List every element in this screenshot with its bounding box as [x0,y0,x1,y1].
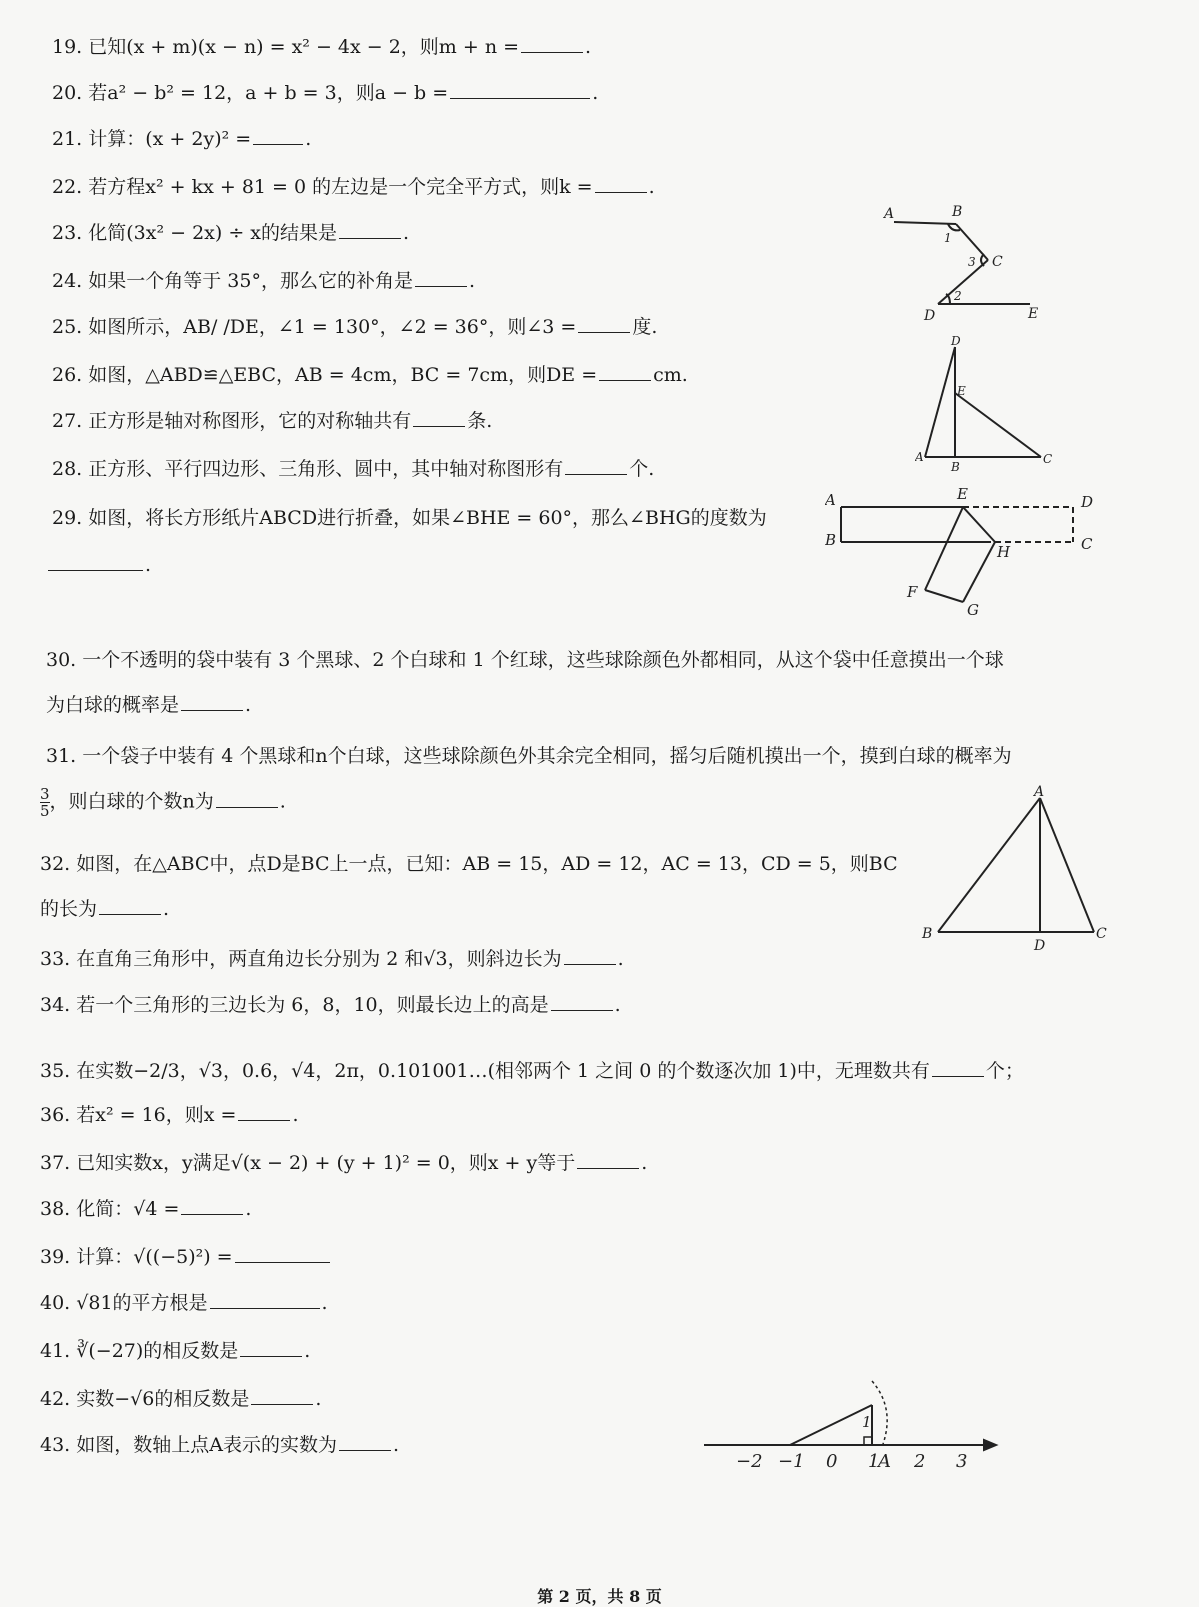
question-37 [40,1150,647,1175]
question-40-end: . [321,1292,328,1314]
label-e: E [957,384,966,398]
question-34 [40,992,621,1017]
tick-3: 3 [956,1451,968,1472]
answer-blank-38[interactable] [181,1196,243,1215]
page-footer: 第 2 页，共 8 页 [537,1587,662,1606]
label-a: A [884,206,895,222]
question-32-prefix: 的长为 [40,898,98,920]
question-33-text: 33. 在直角三角形中，两直角边长分别为 2 和√3，则斜边长为 [40,948,562,970]
answer-blank-21[interactable] [253,126,303,145]
answer-blank-30[interactable] [181,692,243,711]
question-39-text: 39. 计算：√((−5)²) = [40,1246,233,1268]
question-19 [52,34,591,59]
question-39 [40,1244,332,1269]
answer-blank-25[interactable] [578,314,630,333]
question-28 [52,456,654,481]
question-29-end: . [145,554,152,576]
answer-blank-41[interactable] [240,1338,302,1357]
question-31-prefix: ，则白球的个数n为 [49,790,214,813]
answer-blank-40[interactable] [210,1290,320,1309]
figure-parallel-lines [880,200,1060,330]
question-19-end: . [585,36,592,58]
question-25 [52,314,657,339]
angle-1-label: 1 [944,231,952,245]
label-b: B [825,531,837,549]
question-40-text: 40. √81的平方根是 [40,1292,208,1314]
question-21-text: 21. 计算：(x + 2y)² = [52,128,252,150]
segment-ab [894,222,956,224]
label-f: F [907,583,918,601]
answer-blank-43[interactable] [339,1432,391,1451]
label-a: A [878,1451,891,1472]
fraction-numerator: 3 [40,785,50,803]
question-27-text: 27. 正方形是轴对称图形，它的对称轴共有 [52,410,412,432]
question-36-text: 36. 若x² = 16，则x = [40,1104,237,1126]
answer-blank-36[interactable] [238,1102,290,1121]
segment-gh [963,542,995,602]
unit-length-label: 1 [862,1413,872,1431]
fraction-denominator: 5 [40,802,50,820]
question-24-text: 24. 如果一个角等于 35°，那么它的补角是 [52,270,413,292]
question-41-end: . [304,1340,311,1362]
question-30-line2 [46,692,251,717]
question-32-end: . [163,898,170,920]
compass-arc [872,1381,887,1447]
question-31-line2 [40,786,286,826]
answer-blank-24[interactable] [415,268,467,287]
question-21 [52,126,311,151]
label-d: D [951,335,961,348]
question-29-answer-line [46,552,151,577]
question-22-text: 22. 若方程x² + kx + 81 = 0 的左边是一个完全平方式，则k = [52,176,593,198]
answer-blank-32[interactable] [99,896,161,915]
question-22-end: . [648,176,655,198]
label-c: C [1096,926,1107,942]
question-25-end: 度. [632,316,658,338]
question-28-end: 个. [629,458,655,480]
question-35 [40,1058,1024,1083]
segment-ab [938,798,1040,932]
question-34-end: . [614,994,621,1016]
answer-blank-27[interactable] [413,408,465,427]
label-c: C [992,254,1003,270]
question-38 [40,1196,251,1221]
label-c: C [1043,452,1053,466]
question-21-end: . [305,128,312,150]
segment-ac [1040,798,1094,932]
question-32-line1: 32. 如图，在△ABC中，点D是BC上一点，已知：AB = 15，AD = 12，AC = 13，CD = 5，则BC [40,853,898,875]
figure-number-line [700,1375,1010,1485]
question-20-end: . [592,82,599,104]
question-29-text: 29. 如图，将长方形纸片ABCD进行折叠，如果∠BHE = 60°，那么∠BHG的度数为 [52,507,767,529]
answer-blank-20[interactable] [450,80,590,99]
label-e: E [1028,306,1039,322]
figure-triangle-abc [920,780,1115,955]
label-d: D [924,308,936,324]
question-42-end: . [315,1388,322,1410]
question-32-line2 [40,896,169,921]
question-20 [52,80,598,105]
question-43-text: 43. 如图，数轴上点A表示的实数为 [40,1434,337,1456]
segment-eh [963,507,995,542]
question-36 [40,1102,299,1127]
question-38-end: . [245,1198,252,1220]
answer-blank-35[interactable] [932,1058,984,1077]
label-a: A [915,450,924,464]
question-36-end: . [292,1104,299,1126]
question-23 [52,220,409,245]
question-41-text: 41. ∛(−27)的相反数是 [40,1340,239,1362]
fraction-3-5 [40,786,50,819]
question-26-end: cm. [653,364,688,386]
question-41 [40,1338,310,1363]
answer-blank-31[interactable] [216,789,278,808]
label-e: E [957,485,968,503]
label-h: H [997,543,1011,561]
angle-2-label: 2 [954,289,962,303]
segment-ef [925,507,963,590]
angle-2-arc [946,294,950,304]
question-30-end: . [245,694,252,716]
question-26 [52,362,688,387]
label-c: C [1081,535,1093,553]
question-33 [40,946,624,971]
question-20-text: 20. 若a² − b² = 12，a + b = 3，则a − b = [52,82,449,104]
answer-blank-29[interactable] [48,552,143,571]
question-34-text: 34. 若一个三角形的三边长为 6，8，10，则最长边上的高是 [40,994,549,1016]
question-23-text: 23. 化简(3x² − 2x) ÷ x的结果是 [52,222,338,244]
question-43-end: . [392,1434,400,1456]
label-b: B [922,926,933,942]
hypotenuse [790,1405,872,1445]
question-37-text: 37. 已知实数x，y满足√(x − 2) + (y + 1)² = 0，则x + y等于 [40,1152,576,1174]
answer-blank-26[interactable] [599,362,651,381]
arrow-icon [984,1440,996,1450]
question-26-text: 26. 如图，△ABD≌△EBC，AB = 4cm，BC = 7cm，则DE = [52,364,598,386]
label-d: D [1081,493,1094,511]
question-30-line1: 30. 一个不透明的袋中装有 3 个黑球、2 个白球和 1 个红球，这些球除颜色外都相同，从这个袋中任意摸出一个球 [46,649,1004,671]
label-b: B [951,460,960,474]
answer-blank-37[interactable] [577,1150,639,1169]
answer-blank-19[interactable] [521,34,583,53]
question-31-line1: 31. 一个袋子中装有 4 个黑球和n个白球，这些球除颜色外其余完全相同，摇匀后随机摸出一个，摸到白球的概率为 [46,745,1012,767]
answer-blank-39[interactable] [235,1244,330,1263]
segment-ec [955,393,1041,457]
segment-ad [925,347,955,457]
question-28-text: 28. 正方形、平行四边形、三角形、圆中，其中轴对称图形有 [52,458,564,480]
question-33-end: . [617,948,624,970]
question-25-text: 25. 如图所示，AB/ /DE，∠1 = 130°，∠2 = 36°，则∠3 = [52,316,577,338]
question-43 [40,1432,399,1457]
figure-congruent-triangles [915,335,1075,485]
question-37-end: . [641,1152,648,1174]
tick-minus-2: −2 [736,1451,763,1472]
label-g: G [967,601,979,619]
answer-blank-42[interactable] [251,1386,313,1405]
angle-3-arc [981,254,984,266]
label-a: A [825,491,836,509]
question-40 [40,1290,328,1315]
question-42 [40,1386,321,1411]
tick-2: 2 [914,1451,926,1472]
right-angle-mark [864,1437,872,1445]
segment-fg [925,590,963,602]
question-31-end: . [279,790,286,813]
tick-minus-1: −1 [778,1451,805,1472]
question-38-text: 38. 化简：√4 = [40,1198,180,1220]
question-19-text: 19. 已知(x + m)(x − n) = x² − 4x − 2，则m + n = [52,36,520,58]
label-a: A [1034,784,1045,800]
answer-blank-22[interactable] [595,174,647,193]
segment-cd [938,260,988,304]
tick-1: 1 [868,1451,880,1472]
label-d: D [1034,938,1046,954]
question-29 [52,506,767,530]
question-22 [52,174,655,199]
question-24 [52,268,475,293]
question-27 [52,408,492,433]
question-27-end: 条. [467,410,493,432]
question-35-end: 个； [985,1060,1024,1082]
answer-blank-23[interactable] [339,220,401,239]
label-b: B [952,204,963,220]
question-24-end: . [468,270,476,292]
figure-folded-rectangle [825,485,1095,625]
answer-blank-34[interactable] [551,992,613,1011]
question-30-prefix: 为白球的概率是 [46,694,180,716]
question-23-end: . [403,222,410,244]
question-35-text: 35. 在实数−2/3，√3，0.6，√4，2π，0.101001…(相邻两个 1 之间 0 的个数逐次加 1)中，无理数共有 [40,1060,930,1082]
angle-3-label: 3 [968,255,976,269]
answer-blank-33[interactable] [564,946,616,965]
tick-0: 0 [826,1451,838,1472]
question-42-text: 42. 实数−√6的相反数是 [40,1388,250,1410]
answer-blank-28[interactable] [565,456,627,475]
